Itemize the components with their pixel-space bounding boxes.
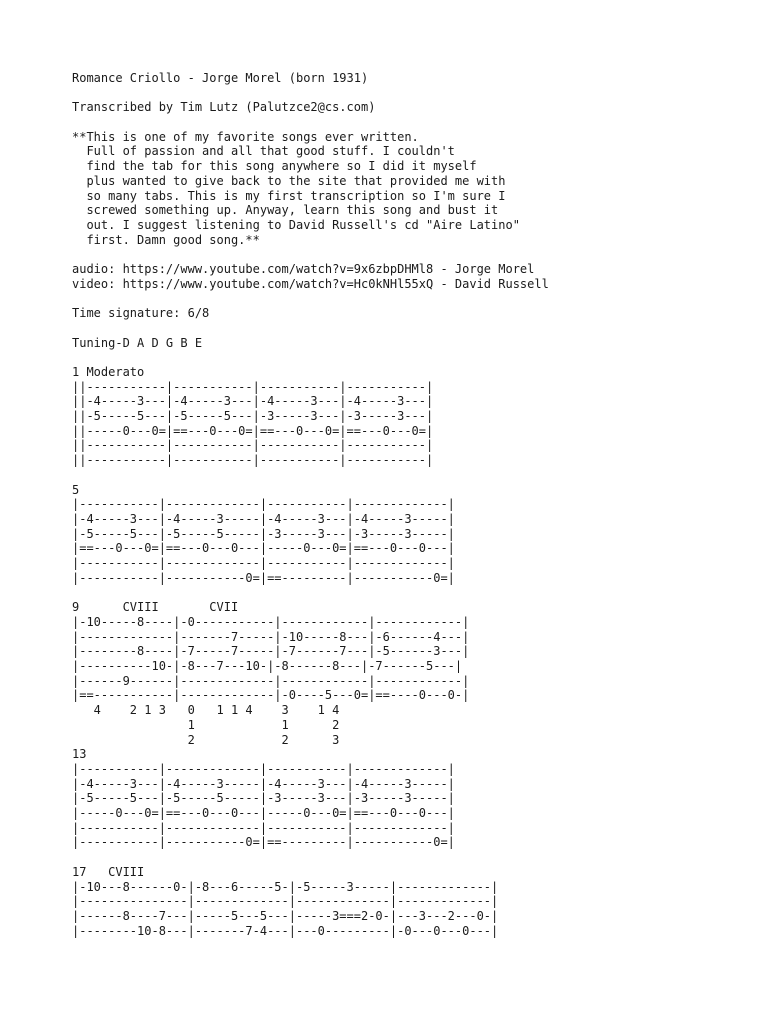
tuning: Tuning-D A D G B E xyxy=(72,335,203,350)
tab-system-13: 13 |-----------|-------------|-----------|-------------| |-4-----3---|-4-----3-----|-4-----3---|-4-----3-----| |-5-----5---|-5-----5-----|-3-----3---|-3-----3-----| |-----0---0=|==---0---0---|-----0---0=|==---0---0---| |-----------|-------------|-----------|-------------| |-----------|-----------0=|==---------|-----------0=| xyxy=(72,747,455,850)
tab-system-5: 5 |-----------|-------------|-----------|-------------| |-4-----3---|-4-----3-----|-4-----3---|-4-----3-----| |-5-----5---|-5-----5-----|-3-----3---|-3-----3-----| |==---0---0=|==---0---0---|-----0---0=|==---0---0---| |-----------|-------------|-----------|-------------| |-----------|-----------0=|==---------|-----------0=| xyxy=(72,482,455,585)
song-title: Romance Criollo - Jorge Morel (born 1931) xyxy=(72,71,369,85)
tablature-document xyxy=(72,71,762,938)
tab-system-1: 1 Moderato ||-----------|-----------|-----------|-----------| ||-4-----3---|-4-----3---|-4-----3---|-4-----3---| ||-5-----5---|-5-----5---|-3-----3---|-3-----3---| ||-----0---0=|==---0---0=|==---0---0=|==---0---0=| ||-----------|-----------|-----------|-----------| ||-----------|-----------|-----------|-----------| xyxy=(72,364,434,468)
author-note: **This is one of my favorite songs ever written. Full of passion and all that good stuff. I couldn't find the tab for this song anywhere so I did it myself plus wanted to give back to the site that provided me with so many tabs. This is my first transcription so I'm sure I screwed something up. Anyway, learn this song and bust it out. I suggest listening to David Russell's cd "Aire Latino" first. Damn good song.** xyxy=(72,129,520,247)
transcriber-byline: Transcribed by Tim Lutz (Palutzce2@cs.com) xyxy=(72,100,376,115)
media-links: audio: https://www.youtube.com/watch?v=9x6zbpDHMl8 - Jorge Morel video: https://www.youtube.com/watch?v=Hc0kNHl55xQ - David Russell xyxy=(72,262,549,291)
tab-system-17: 17 CVIII |-10---8------0-|-8---6-----5-|-5-----3-----|-------------| |---------------|-------------|-------------|-------------| |------8----7---|-----5---5---|-----3===2-0-|---3---2---0-| |--------10-8---|-------7-4---|---0---------|-0---0---0---| xyxy=(72,864,499,938)
tab-system-9: 9 CVIII CVII |-10-----8----|-0-----------|------------|------------| |-------------|-------7-----|-10-----8---|-6------4---| |--------8----|-7-----7-----|-7------7---|-5------3---| |----------10-|-8---7---10-|-8------8---|-7------5---| |------9------|-------------|------------|------------| |==-----------|-------------|-0----5---0=|==----0---0-| 4 2 1 3 0 1 1 4 3 1 4 1 1 2 2 2 3 xyxy=(72,600,470,747)
time-signature: Time signature: 6/8 xyxy=(72,306,210,321)
